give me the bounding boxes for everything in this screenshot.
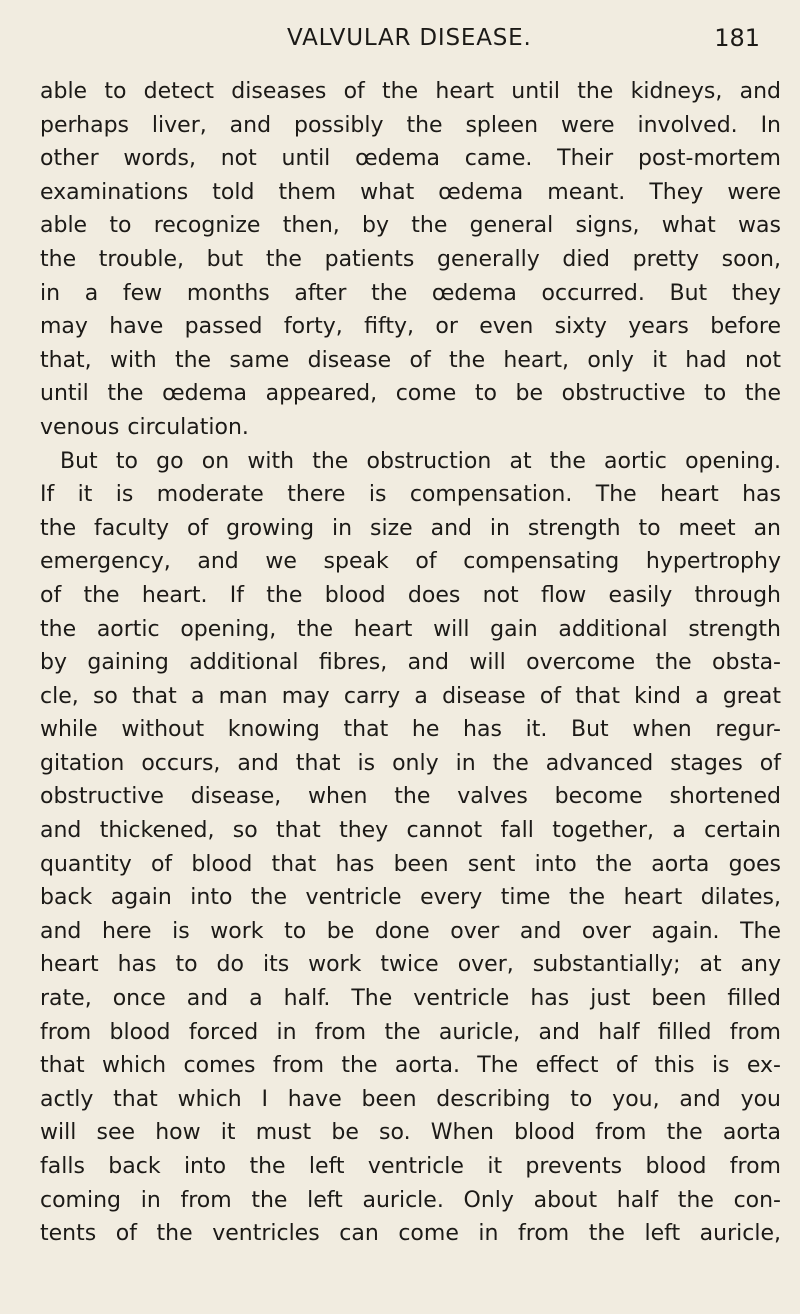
text-line: coming in from the left auricle. Only about half the con- <box>40 1187 781 1213</box>
text-line: cle, so that a man may carry a disease of that kind a great <box>40 683 781 709</box>
text-line: obstructive disease, when the valves become shortened <box>40 784 781 810</box>
text-line: other words, not until œdema came. Their post-mortem <box>40 146 781 172</box>
text-line: back again into the ventricle every time the heart dilates, <box>40 885 781 911</box>
text-line: that, with the same disease of the heart, only it had not <box>40 347 781 373</box>
text-line: able to detect diseases of the heart until the kidneys, and <box>40 79 781 104</box>
text-line: examinations told them what œdema meant. They were <box>40 179 781 205</box>
text-line: able to recognize then, by the general signs, what was <box>40 213 781 239</box>
text-line: by gaining additional fibres, and will overcome the obsta- <box>40 650 781 676</box>
text-line: while without knowing that he has it. But when regur- <box>40 717 781 743</box>
text-line: gitation occurs, and that is only in the advanced stages of <box>40 750 781 776</box>
text-line: and here is work to be done over and over again. The <box>40 918 781 944</box>
text-line: may have passed forty, fifty, or even sixty years before <box>40 314 781 340</box>
text-line: perhaps liver, and possibly the spleen were involved. In <box>40 112 781 138</box>
body-text <box>40 75 781 1251</box>
paragraph-end-line: venous circulation. <box>40 414 249 440</box>
text-line: heart has to do its work twice over, substantially; at any <box>40 952 781 978</box>
text-line: until the œdema appeared, come to be obstructive to the <box>40 381 781 407</box>
text-line: that which comes from the aorta. The effect of this is ex- <box>40 1053 781 1079</box>
text-line: and thickened, so that they cannot fall together, a certain <box>40 818 781 844</box>
text-line: actly that which I have been describing to you, and you <box>40 1086 781 1112</box>
text-line: the trouble, but the patients generally died pretty soon, <box>40 246 781 272</box>
text-line: emergency, and we speak of compensating hypertrophy <box>40 549 781 575</box>
text-line: quantity of blood that has been sent into the aorta goes <box>40 851 781 877</box>
text-line: If it is moderate there is compensation. The heart has <box>40 482 781 508</box>
text-line: in a few months after the œdema occurred. But they <box>40 280 781 306</box>
text-line: from blood forced in from the auricle, and half filled from <box>40 1019 781 1045</box>
text-line: of the heart. If the blood does not flow easily through <box>40 582 781 608</box>
text-line: rate, once and a half. The ventricle has just been filled <box>40 986 781 1012</box>
running-head <box>0 20 800 56</box>
page-number: 181 <box>714 24 760 52</box>
running-title: VALVULAR DISEASE. <box>287 25 532 51</box>
text-line: the aortic opening, the heart will gain additional strength <box>40 616 781 642</box>
text-line: falls back into the left ventricle it prevents blood from <box>40 1154 781 1179</box>
text-line: the faculty of growing in size and in strength to meet an <box>40 515 781 541</box>
paragraph-start-line: But to go on with the obstruction at the aortic opening. <box>60 448 781 474</box>
text-line: will see how it must be so. When blood from the aorta <box>40 1120 781 1146</box>
text-line: tents of the ventricles can come in from the left auricle, <box>40 1221 781 1247</box>
